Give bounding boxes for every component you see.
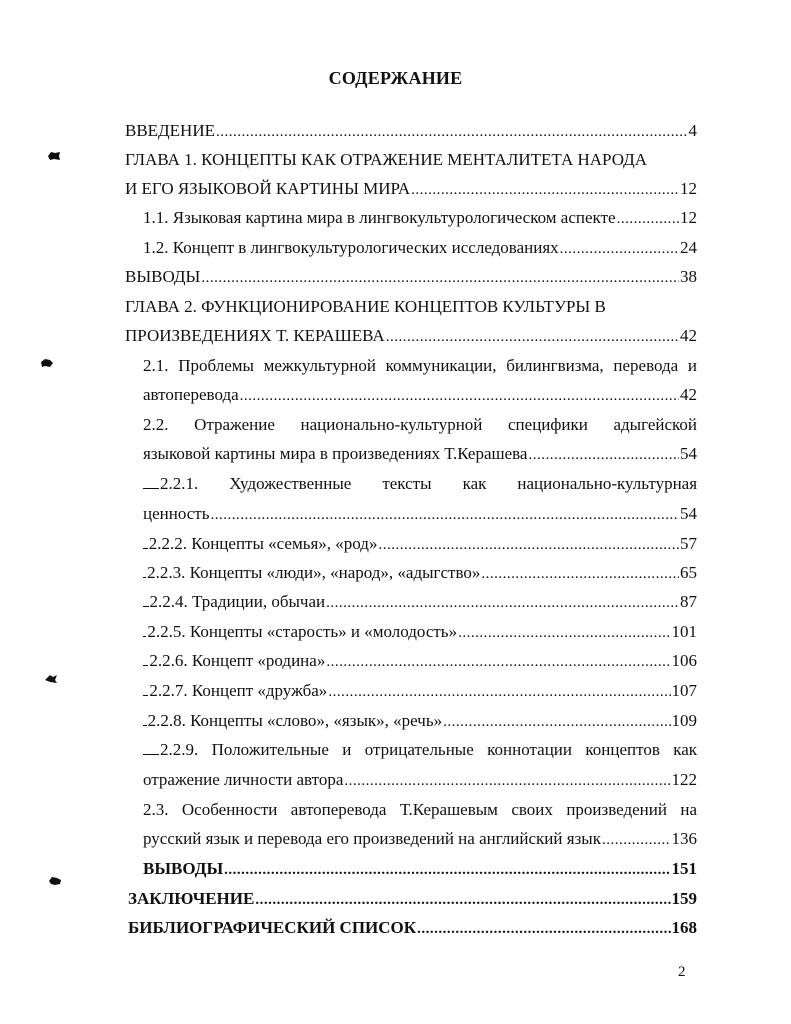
toc-entry-section-2-2-1-line-1 — [143, 469, 697, 499]
toc-entry-section-2-2-5 — [143, 617, 697, 647]
toc-word: Т.Керашевым — [399, 800, 498, 819]
toc-entry-label: ВЫВОДЫ — [125, 267, 201, 286]
dot-leader — [240, 381, 679, 411]
toc-word: как — [462, 474, 487, 493]
toc-page-number: 54 — [680, 444, 697, 463]
toc-word: автоперевода — [290, 800, 387, 819]
toc-entry-label: ценность — [143, 504, 210, 523]
toc-entry-section-2-2-line-2 — [143, 439, 697, 469]
toc-entry-label: отражение личности автора — [143, 770, 344, 789]
toc-page-number: 87 — [680, 592, 697, 611]
toc-entry-conclusions-1 — [125, 262, 697, 292]
toc-word: специфики — [508, 415, 588, 434]
toc-word: национально-культурной — [300, 415, 483, 434]
dot-leader — [617, 204, 679, 234]
scan-speck-mark — [44, 674, 58, 684]
toc-page-number: 24 — [680, 238, 697, 257]
toc-entry-section-1-2 — [143, 233, 697, 263]
toc-entry-label: ВВЕДЕНИЕ — [125, 121, 215, 140]
toc-word: как — [673, 740, 698, 759]
toc-entry-label: ЗАКЛЮЧЕНИЕ — [128, 889, 255, 908]
toc-page-number: 101 — [671, 622, 697, 641]
toc-word: Особенности — [181, 800, 278, 819]
dot-leader — [328, 677, 670, 707]
toc-word: 2.2. — [143, 415, 169, 434]
dot-leader — [344, 766, 670, 796]
toc-entry-bibliography — [128, 913, 697, 943]
toc-word: 2.3. — [143, 800, 169, 819]
toc-entry-label: 2.2.6. Концепт «родина» — [149, 651, 326, 670]
toc-entry-conclusions-2 — [143, 854, 697, 884]
toc-entry-section-2-2-8 — [143, 706, 697, 736]
toc-entry-section-1-1 — [143, 203, 697, 233]
underline-mark — [143, 707, 147, 726]
dot-leader — [326, 647, 670, 677]
toc-entry-label: 2.1. Проблемы межкультурной коммуникации, билингвизма, перевода и — [143, 356, 697, 375]
underline-mark — [143, 677, 148, 696]
dot-leader — [411, 175, 679, 205]
toc-entry-label: ПРОИЗВЕДЕНИЯХ Т. КЕРАШЕВА — [125, 326, 385, 345]
toc-page-number: 38 — [680, 267, 697, 286]
toc-word: произведений — [566, 800, 667, 819]
dot-leader — [481, 559, 679, 589]
toc-page-number: 136 — [671, 829, 697, 848]
toc-entry-section-2-2-2 — [143, 529, 697, 559]
toc-entry-section-2-1-line-2 — [143, 380, 697, 410]
toc-page-number: 4 — [688, 121, 697, 140]
toc-word: отрицательные — [364, 740, 474, 759]
toc-entry-chapter-2-line-2 — [125, 321, 697, 351]
underline-mark — [143, 559, 146, 578]
underline-mark — [143, 618, 146, 637]
dot-leader — [458, 618, 670, 648]
toc-page-number: 151 — [671, 859, 697, 878]
toc-entry-label: 1.1. Языковая картина мира в лингвокультурологическом аспекте — [143, 208, 616, 227]
toc-page-number: 42 — [680, 385, 697, 404]
dot-leader — [560, 234, 679, 264]
toc-entry-label: 2.2.4. Традиции, обычаи — [149, 592, 326, 611]
page-title: СОДЕРЖАНИЕ — [328, 68, 463, 88]
toc-entry-label: 2.2.5. Концепты «старость» и «молодость» — [147, 622, 458, 641]
page-number: 2 — [678, 964, 686, 980]
toc-word: коннотации — [487, 740, 572, 759]
toc-entry-label: 2.2.8. Концепты «слово», «язык», «речь» — [147, 711, 443, 730]
toc-page-number: 168 — [671, 918, 697, 937]
toc-page-number: 107 — [671, 681, 697, 700]
toc-entry-section-2-2-7 — [143, 676, 697, 706]
toc-entry-label: 2.2.7. Концепт «дружба» — [149, 681, 328, 700]
toc-word: Положительные — [211, 740, 329, 759]
underline-mark — [143, 588, 149, 607]
toc-entry-section-2-1-line-1 — [143, 351, 697, 381]
dot-leader — [602, 825, 671, 855]
toc-entry-chapter-1-line-2 — [125, 174, 697, 204]
toc-entry-section-2-2-9-line-1 — [143, 735, 697, 765]
toc-entry-label: ГЛАВА 1. КОНЦЕПТЫ КАК ОТРАЖЕНИЕ МЕНТАЛИТЕТА НАРОДА — [125, 150, 647, 169]
toc-word: национально-культурная — [517, 474, 698, 493]
toc-entry-label: ВЫВОДЫ — [143, 859, 224, 878]
toc-page-number: 109 — [671, 711, 697, 730]
toc-word: и — [342, 740, 352, 759]
toc-entry-label: БИБЛИОГРАФИЧЕСКИЙ СПИСОК — [128, 918, 417, 937]
toc-entry-chapter-2-line-1 — [125, 292, 697, 322]
toc-page-number: 57 — [680, 534, 697, 553]
dot-leader — [216, 117, 688, 147]
toc-entry-label: 2.2.3. Концепты «люди», «народ», «адыгство» — [147, 563, 481, 582]
toc-entry-label: автоперевода — [143, 385, 239, 404]
toc-word: 2.2.1. — [160, 474, 199, 493]
toc-entry-section-2-2-line-1 — [143, 410, 697, 440]
toc-entry-label: И ЕГО ЯЗЫКОВОЙ КАРТИНЫ МИРА — [125, 179, 411, 198]
toc-word: тексты — [382, 474, 432, 493]
toc-entry-label: языковой картины мира в произведениях Т.Керашева — [143, 444, 528, 463]
toc-entry-label: 1.2. Концепт в лингвокультурологических исследованиях — [143, 238, 559, 257]
toc-page-number: 42 — [680, 326, 697, 345]
toc-entry-introduction — [125, 116, 697, 146]
toc-word: Художественные — [229, 474, 352, 493]
toc-entry-section-2-3-line-1 — [143, 795, 697, 825]
dot-leader — [326, 588, 679, 618]
toc-entry-label: русский язык и перевода его произведений на английский язык — [143, 829, 601, 848]
toc-entry-section-2-2-9-line-2 — [143, 765, 697, 795]
dot-leader — [255, 885, 670, 915]
toc-page-number: 54 — [680, 504, 697, 523]
toc-entry-conclusion — [128, 884, 697, 914]
toc-word: концептов — [585, 740, 660, 759]
toc-entry-section-2-2-3 — [143, 558, 697, 588]
toc-entry-section-2-2-4 — [143, 587, 697, 617]
underline-mark — [143, 530, 148, 549]
toc-entry-section-2-2-6 — [143, 646, 697, 676]
toc-word: на — [680, 800, 698, 819]
underline-mark — [143, 736, 159, 755]
toc-word: адыгейской — [613, 415, 698, 434]
toc-entry-chapter-1-line-1 — [125, 145, 697, 175]
dot-leader — [211, 500, 680, 530]
toc-entry-label: ГЛАВА 2. ФУНКЦИОНИРОВАНИЕ КОНЦЕПТОВ КУЛЬТУРЫ В — [125, 297, 606, 316]
toc-page-number: 65 — [680, 563, 697, 582]
toc-word: своих — [511, 800, 553, 819]
toc-word: Отражение — [194, 415, 275, 434]
dot-leader — [386, 322, 679, 352]
toc-word: 2.2.9. — [160, 740, 199, 759]
toc-page-number: 159 — [671, 889, 697, 908]
dot-leader — [378, 530, 679, 560]
toc-entry-section-2-2-1-line-2 — [143, 499, 697, 529]
scan-speck-mark — [40, 358, 54, 368]
dot-leader — [224, 855, 670, 885]
toc-page-number: 106 — [671, 651, 697, 670]
dot-leader — [443, 707, 670, 737]
toc-page-number: 12 — [680, 208, 697, 227]
toc-entry-label: 2.2.2. Концепты «семья», «род» — [148, 534, 378, 553]
toc-page-number: 122 — [671, 770, 697, 789]
dot-leader — [417, 914, 670, 944]
scan-speck-mark — [47, 151, 61, 161]
toc-entry-section-2-3-line-2 — [143, 824, 697, 854]
scan-speck-mark — [48, 876, 62, 886]
toc-page-number: 12 — [680, 179, 697, 198]
dot-leader — [201, 263, 679, 293]
underline-mark — [143, 647, 148, 666]
underline-mark — [143, 470, 159, 489]
dot-leader — [528, 440, 679, 470]
